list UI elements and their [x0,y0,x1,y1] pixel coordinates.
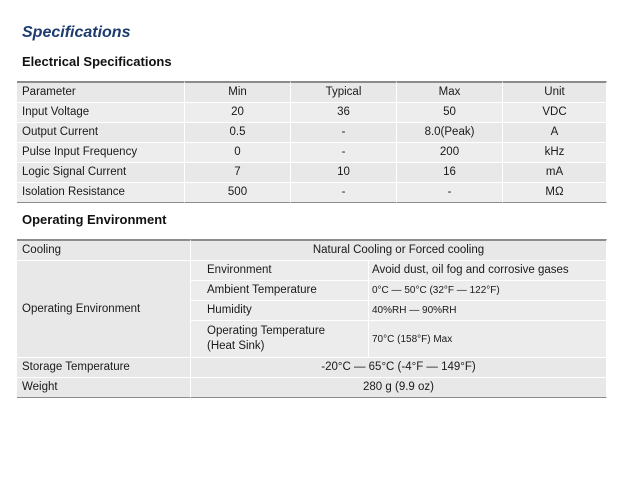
table-cell: 0 [185,143,291,163]
cooling-value: Natural Cooling or Forced cooling [191,239,607,261]
table-cell: Output Current [17,123,185,143]
operating-temperature-value: 70°C (158°F) Max [369,321,607,358]
table-cell: 10 [291,163,397,183]
operating-environment-label: Operating Environment [17,261,191,358]
environment-label: Environment [191,261,369,281]
table-cell: - [291,123,397,143]
table-cell: 8.0(Peak) [397,123,503,143]
table-row [17,183,607,203]
operating-environment-table [17,239,607,398]
operating-temperature-label-line-2: (Heat Sink) [207,340,265,352]
table-cell: Logic Signal Current [17,163,185,183]
table-cell: 0.5 [185,123,291,143]
table-cell: 36 [291,103,397,123]
table-row [17,358,607,378]
table-header-row [17,81,607,103]
table-cell: kHz [503,143,607,163]
humidity-label: Humidity [191,301,369,321]
table-cell: 16 [397,163,503,183]
operating-temperature-label-line-1: Operating Temperature [207,325,326,337]
column-header: Parameter [17,81,185,103]
table-cell: 500 [185,183,291,203]
cooling-label: Cooling [17,239,191,261]
column-header: Max [397,81,503,103]
weight-value: 280 g (9.9 oz) [191,378,607,398]
operating-environment-heading: Operating Environment [22,212,167,227]
ambient-temperature-label: Ambient Temperature [191,281,369,301]
table-row [17,103,607,123]
table-row [17,378,607,398]
column-header: Min [185,81,291,103]
environment-value: Avoid dust, oil fog and corrosive gases [369,261,607,281]
operating-temperature-label [191,321,369,358]
table-cell: - [291,183,397,203]
electrical-specs-table [17,81,607,203]
storage-temperature-value: -20°C — 65°C (-4°F — 149°F) [191,358,607,378]
column-header: Unit [503,81,607,103]
table-cell: 20 [185,103,291,123]
table-cell: - [397,183,503,203]
table-row [17,239,607,261]
table-cell: mA [503,163,607,183]
table-cell: VDC [503,103,607,123]
table-cell: Input Voltage [17,103,185,123]
table-row [17,143,607,163]
page-title: Specifications [22,24,131,41]
table-cell: Isolation Resistance [17,183,185,203]
table-cell: 200 [397,143,503,163]
storage-temperature-label: Storage Temperature [17,358,191,378]
table-row [17,261,607,281]
table-row [17,163,607,183]
humidity-value: 40%RH — 90%RH [369,301,607,321]
table-cell: 7 [185,163,291,183]
table-cell: MΩ [503,183,607,203]
table-cell: 50 [397,103,503,123]
electrical-specs-heading: Electrical Specifications [22,54,172,69]
table-cell: - [291,143,397,163]
weight-label: Weight [17,378,191,398]
ambient-temperature-value: 0°C — 50°C (32°F — 122°F) [369,281,607,301]
table-row [17,123,607,143]
table-cell: Pulse Input Frequency [17,143,185,163]
column-header: Typical [291,81,397,103]
table-cell: A [503,123,607,143]
